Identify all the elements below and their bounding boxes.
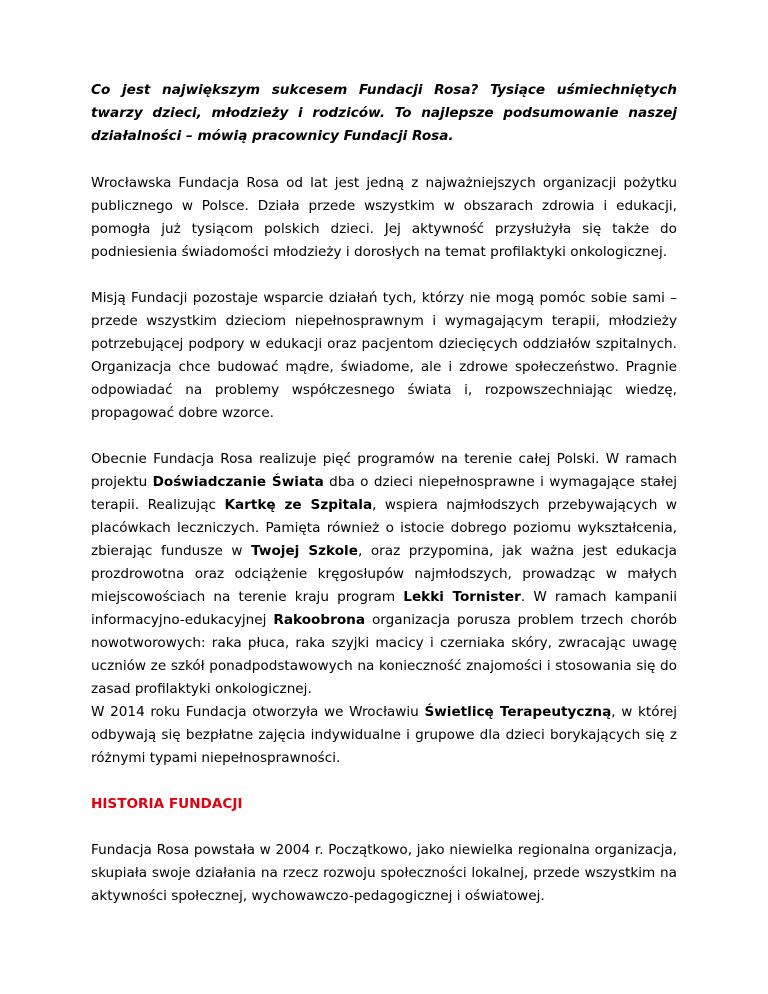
lead-paragraph: Co jest największym sukcesem Fundacji Rosa? Tysiące uśmiechniętych twarzy dzieci, młodzieży i rodziców. To najlepsze podsumowanie naszej działalności – mówią pracownicy Fundacji Rosa. xyxy=(91,82,677,144)
program-lekki-tornister: Lekki Tornister xyxy=(403,589,521,605)
history-paragraph: Fundacja Rosa powstała w 2004 r. Początkowo, jako niewielka regionalna organizacja, skupiała swoje działania na rzecz rozwoju społeczności lokalnej, przede wszystkim na aktywności społecznej, wychowawczo-pedagogicznej i oświatowej. xyxy=(91,842,677,904)
programs-paragraph xyxy=(91,448,677,701)
program-twoja-szkola: Twojej Szkole xyxy=(251,543,358,559)
program-doswiadczanie-swiata: Doświadczanie Świata xyxy=(152,474,324,490)
intro-paragraph: Wrocławska Fundacja Rosa od lat jest jedną z najważniejszych organizacji pożytku publicznego w Polsce. Działa przede wszystkim w obszarach zdrowia i edukacji, pomogła już tysiącom polskich dzieci. Jej aktywność przysłużyła się także do podniesienia świadomości młodzieży i dorosłych na temat profilaktyki onkologicznej. xyxy=(91,175,677,260)
history-heading: HISTORIA FUNDACJI xyxy=(91,796,243,812)
program-rakoobrona: Rakoobrona xyxy=(273,612,366,628)
programs-text-3: , wspiera najmłodszych przebywających w placówkach leczniczych. Pamięta również o istocie dobrego poziomu wykształcenia, zbierając fundusze w xyxy=(91,497,677,559)
therapy-text-1: W 2014 roku Fundacja otworzyła we Wrocławiu xyxy=(91,704,425,720)
document-page xyxy=(91,79,677,908)
programs-text-6: organizacja porusza problem trzech chorób nowotworowych: raka płuca, raka szyjki macicy i czerniaka skóry, zwracając uwagę uczniów ze szkół ponadpodstawowych na konieczność znajomości i stosowania się do zasad profilaktyki onkologicznej. xyxy=(91,612,677,697)
programs-text-1: Obecnie Fundacja Rosa realizuje pięć programów na terenie całej Polski. W ramach projektu xyxy=(91,451,677,490)
mission-paragraph: Misją Fundacji pozostaje wsparcie działań tych, którzy nie mogą pomóc sobie sami – przede wszystkim dzieciom niepełnosprawnym i wymagającym terapii, młodzieży potrzebującej podpory w edukacji oraz pacjentom dziecięcych oddziałów szpitalnych. Organizacja chce budować mądre, świadome, ale i zdrowe społeczeństwo. Pragnie odpowiadać na problemy współczesnego świata i, rozpowszechniając wiedzę, propagować dobre wzorce. xyxy=(91,290,677,421)
therapy-paragraph xyxy=(91,701,677,770)
programs-text-4: , oraz przypomina, jak ważna jest edukacja prozdrowotna oraz odciążenie kręgosłupów najmłodszych, prowadząc w małych miejscowościach na terenie kraju program xyxy=(91,543,677,605)
programs-text-2: dba o dzieci niepełnosprawne i wymagające stałej terapii. Realizując xyxy=(91,474,678,513)
therapy-text-2: , w której odbywają się bezpłatne zajęcia indywidualne i grupowe dla dzieci borykających się z różnymi typami niepełnosprawności. xyxy=(91,704,677,766)
programs-text-5: . W ramach kampanii informacyjno-edukacyjnej xyxy=(91,589,677,628)
swietlica-terapeutyczna: Świetlicę Terapeutyczną xyxy=(424,704,612,720)
program-kartka-ze-szpitala: Kartkę ze Szpitala xyxy=(224,497,373,513)
